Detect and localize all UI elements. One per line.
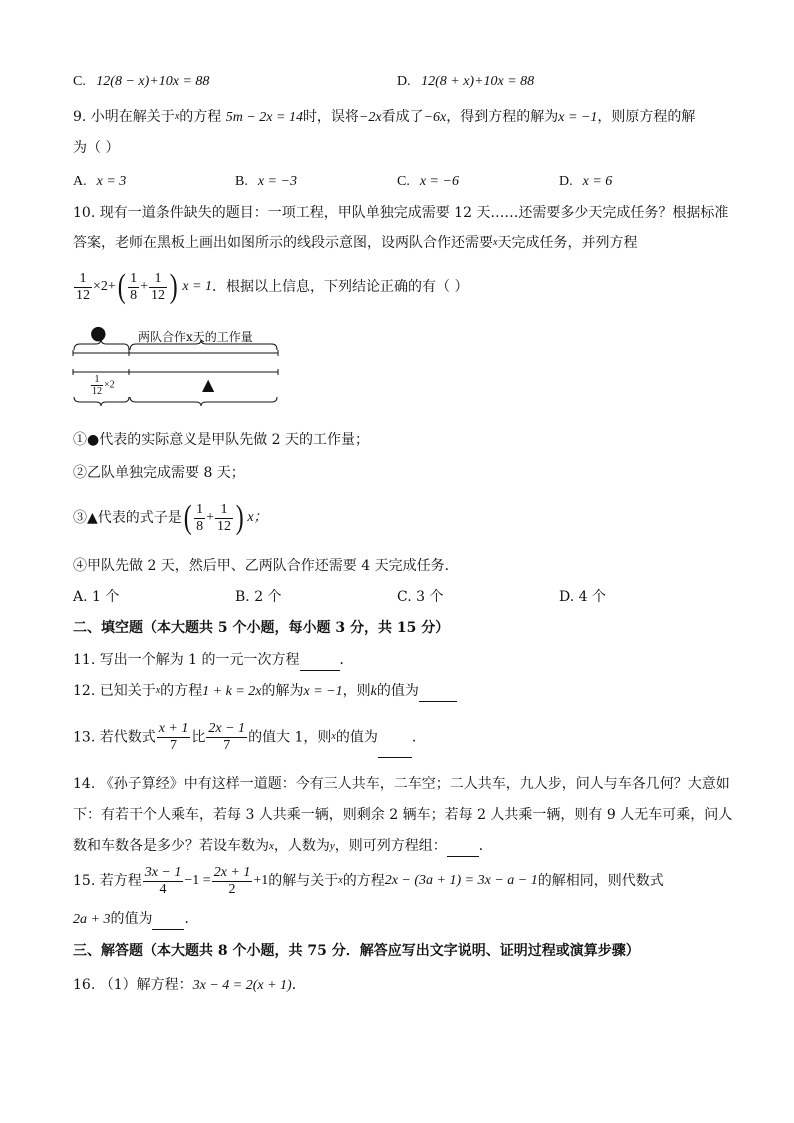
answer-blank [419,681,457,702]
q9-option-c: C. x = −6 [397,174,459,189]
q9-stem: 9. 小明在解关于$^x$的方程 5m − 2x = 14时，误将−2x看成了−6x，得到方程的解为x = −1，则原方程的解 [73,109,696,125]
q14-line2: 下：有若干个人乘车，若每 3 人共乘一辆，则剩余 2 辆车；若每 2 人共乘一辆，则有 9 人无车可乘，问人 [73,807,733,823]
q9-option-b: B. x = −3 [235,174,297,189]
q8-option-d: D. 12(8 + x)+10x = 88 [397,74,535,89]
q10-statement-4: ④甲队先做 2 天，然后甲、乙两队合作还需要 4 天完成任务． [73,558,459,574]
q9-option-a: A. x = 3 [73,174,127,189]
answer-blank [152,909,184,930]
q10-line1: 10. 现有一道条件缺失的题目：一项工程，甲队单独完成需要 12 天……还需要多少天完成任务？根据标准 [73,205,729,221]
fraction: $\frac{1}{12}$ [151,270,166,303]
q10-option-c: C. 3 个 [397,589,444,605]
q10-statement-2: ②乙队单独完成需要 8 天； [73,465,245,481]
brace-bottom-left [74,397,129,406]
q8-option-c: C. 12(8 − x)+10x = 88 [73,74,210,89]
q10-line2: 答案，老师在黑板上画出如图所示的线段示意图，设两队合作还需要$^x$天完成任务，并列方程 [73,235,638,251]
q16: 16. （1）解方程：3x − 4 = 2(x + 1)． [73,977,306,993]
q10-option-a: A. 1 个 [73,589,120,605]
fraction: $\frac{3x - 1}{4}$ [144,864,182,897]
fraction: $\frac{2x - 1}{7}$ [208,721,246,753]
q15-line1: 15. 若方程 $\frac{3x - 1}{4}$ −1 = $\frac{2x + 1}{2}$ +1的解与关于$^x$的方程2x − (3a + 1) = 3x − a − 1的解相同，则代数式 [73,864,664,897]
answer-blank [378,717,412,758]
q10-statement-3: ③▲代表的式子是( $\frac{1}{8}$ + $\frac{1}{12}$ ) x； [73,499,268,536]
fraction: $\frac{1}{12}$ [217,501,232,534]
fraction: $\frac{2x + 1}{2}$ [213,864,251,897]
answer-blank [300,650,340,671]
fraction: $\frac{1}{8}$ [130,270,138,303]
q9-option-d: D. x = 6 [559,174,613,189]
fraction: $\frac{1}{12}$ [76,270,90,303]
q10-option-b: B. 2 个 [235,589,282,605]
q14-line1: 14. 《孙子算经》中有这样一道题：今有三人共车，二车空；二人共车，九人步，问人与车各几何？大意如 [73,776,730,792]
q11: 11. 写出一个解为 1 的一元一次方程 ． [73,650,354,671]
q10-segment-diagram [72,322,282,410]
dot-symbol: ● [90,322,107,344]
q10-option-d: D. 4 个 [559,589,606,605]
triangle-symbol: ▲ [202,375,215,394]
diagram-label-top: 两队合作x天的工作量 [138,330,253,344]
diagram-fraction: $\frac{1}{12}$ ×2 [92,374,115,397]
q14-line3: 数和车数各是多少？若设车数为$^x$，人数为$^y$，则可列方程组： ． [73,836,493,857]
fraction: $\frac{1}{8}$ [196,501,204,534]
q10-equation: $\frac{1}{12}$ ×2+( $\frac{1}{8}$ + $\frac{1}{12}$ ) x = 1．根据以上信息，下列结论正确的有（ ） [76,268,469,305]
section-2-heading: 二、填空题（本大题共 5 个小题，每小题 3 分，共 15 分） [73,620,450,636]
q13: 13. 若代数式 $\frac{x + 1}{7}$ 比 $\frac{2x - 1}{7}$ 的值大 1，则$^x$的值为 ． [73,717,426,758]
fraction: $\frac{x + 1}{7}$ [158,721,189,753]
answer-blank [447,836,479,857]
section-3-heading: 三、解答题（本大题共 8 个小题，共 75 分．解答应写出文字说明、证明过程或演算步骤） [73,943,640,959]
brace-bottom-right [130,397,277,406]
q15-line2: 2a + 3的值为 ． [73,909,198,930]
q10-statement-1: ①●代表的实际意义是甲队先做 2 天的工作量； [73,432,370,448]
q9-stem-line2: 为（ ） [73,140,120,156]
q12: 12. 已知关于$^x$的方程1 + k = 2x的解为x = −1，则k的值为 [73,681,457,702]
